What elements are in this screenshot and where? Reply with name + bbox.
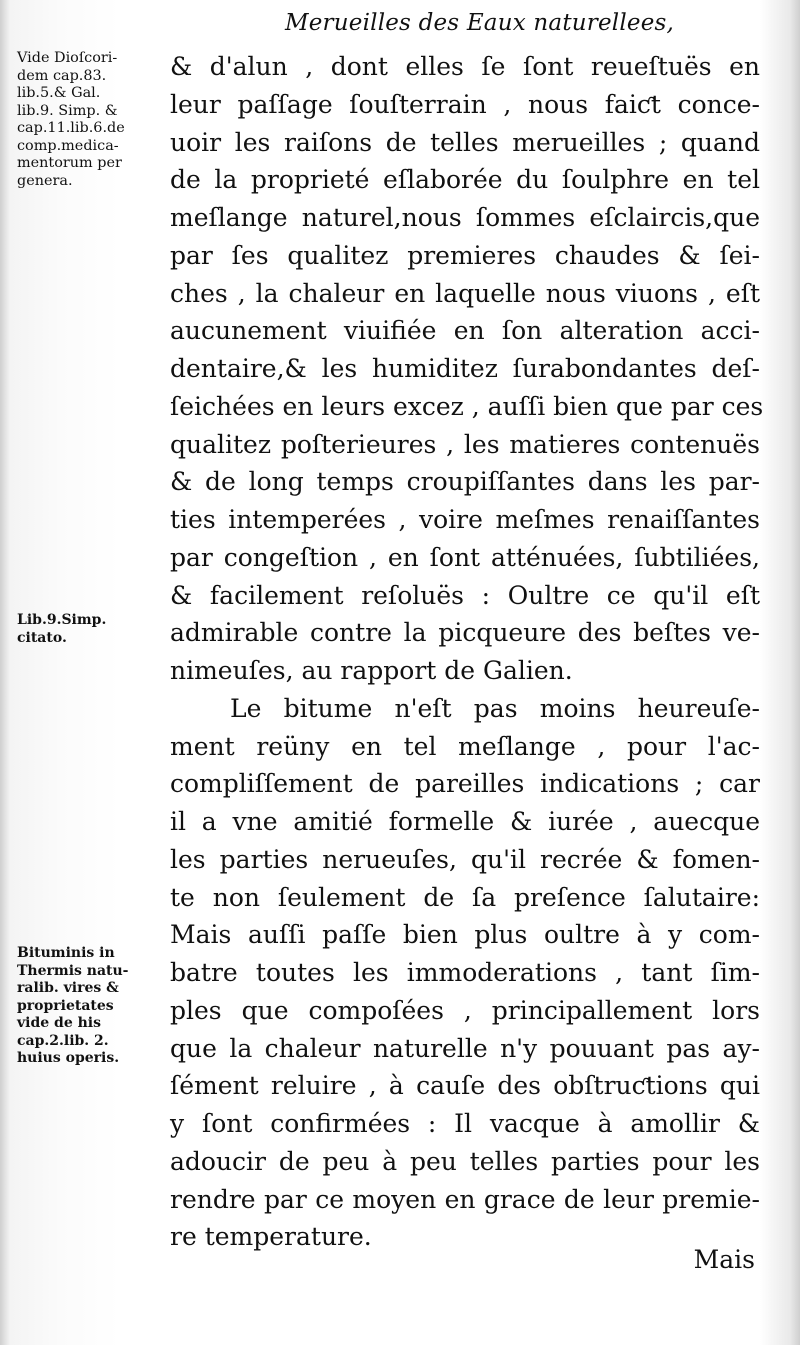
running-head: Merueilles des Eaux naturellees, bbox=[285, 10, 675, 36]
text-line: leur paſſage ſouſterrain , nous faiƈt conce- bbox=[170, 89, 760, 119]
margin-note-line: genera. bbox=[17, 172, 73, 189]
margin-note-line: Lib.9.Simp. bbox=[17, 612, 107, 628]
margin-note-line: proprietates bbox=[17, 997, 114, 1014]
text-line: ſeichées en leurs excez , auſſi bien que par ces bbox=[170, 391, 764, 421]
text-line: nimeuſes, au rapport de Galien. bbox=[170, 656, 573, 685]
text-line: ment reüny en tel meſlange , pour l'ac- bbox=[170, 731, 760, 761]
text-line: ches , la chaleur en laquelle nous viuons , eſt bbox=[170, 278, 760, 308]
margin-note-bitumen bbox=[17, 945, 167, 1068]
margin-note-line: Thermis natu- bbox=[17, 962, 129, 979]
margin-note-line: cap.2.lib. 2. bbox=[17, 1032, 109, 1049]
text-line: aucunement viuifiée en ſon alteration acci- bbox=[170, 316, 760, 346]
margin-note-line: Bituminis in bbox=[17, 945, 115, 961]
paragraph-start-line: Le bitume n'eſt pas moins heureuſe- bbox=[230, 693, 760, 723]
text-line: & d'alun , dont elles ſe ſont reueſtuës en bbox=[170, 52, 760, 81]
text-line: uoir les raiſons de telles merueilles ; quand bbox=[170, 127, 760, 157]
body-text bbox=[170, 48, 764, 1256]
catchword: Mais bbox=[693, 1245, 755, 1274]
text-line: & de long temps croupiſſantes dans les par- bbox=[170, 467, 760, 497]
margin-note-line: lib.5.& Gal. bbox=[17, 85, 101, 101]
text-line: compliſſement de pareilles indications ; car bbox=[170, 769, 760, 799]
margin-note-line: huius operis. bbox=[17, 1050, 120, 1066]
text-line: re temperature. bbox=[170, 1222, 372, 1252]
text-line: te non ſeulement de ſa preſence ſalutaire: bbox=[170, 882, 760, 912]
text-line: rendre par ce moyen en grace de leur premie- bbox=[170, 1184, 760, 1214]
text-line: y ſont confirmées : Il vacque à amollir & bbox=[170, 1109, 760, 1138]
text-line: par congeſtion , en ſont atténuées, ſubtiliées, bbox=[170, 542, 760, 572]
margin-note-line: dem cap.83. bbox=[17, 67, 107, 84]
text-line: qualitez poſterieures , les matieres contenuës bbox=[170, 429, 760, 459]
text-line: adoucir de peu à peu telles parties pour les bbox=[170, 1146, 760, 1176]
margin-note-lib9 bbox=[17, 612, 167, 647]
text-line: il a vne amitié formelle & iurée , auecque bbox=[170, 807, 760, 836]
text-line: Mais auſſi paſſe bien plus oultre à y com- bbox=[170, 920, 760, 950]
margin-note-line: mentorum per bbox=[17, 155, 122, 171]
margin-note-dioscorides bbox=[17, 50, 167, 190]
text-line: que la chaleur naturelle n'y pouuant pas ay- bbox=[170, 1033, 760, 1063]
text-line: & facilement reſoluës : Oultre ce qu'il eſt bbox=[170, 580, 760, 610]
margin-note-line: citato. bbox=[17, 629, 67, 646]
margin-note-line: vide de his bbox=[17, 1015, 101, 1031]
text-line: batre toutes les immoderations , tant ſim- bbox=[170, 958, 760, 987]
text-line: meſlange naturel,nous ſommes eſclaircis,que bbox=[170, 203, 760, 232]
margin-note-line: comp.medica- bbox=[17, 137, 119, 154]
margin-note-line: Vide Dioſcori- bbox=[17, 50, 118, 66]
text-line: les parties nerueuſes, qu'il recrée & fomen- bbox=[170, 844, 760, 874]
text-line: par ſes qualitez premieres chaudes & ſei- bbox=[170, 240, 760, 270]
text-line: admirable contre la picqueure des beſtes ve- bbox=[170, 618, 760, 648]
margin-note-line: lib.9. Simp. & bbox=[17, 102, 118, 119]
text-line: ples que compoſées , principallement lors bbox=[170, 995, 760, 1025]
margin-note-line: cap.11.lib.6.de bbox=[17, 120, 125, 136]
text-line: de la proprieté eſlaborée du ſoulphre en tel bbox=[170, 165, 760, 195]
text-line: dentaire,& les humiditez ſurabondantes deſ- bbox=[170, 354, 760, 383]
text-line: ſément reluire , à cauſe des obſtruƈtions qui bbox=[170, 1071, 760, 1101]
margin-note-line: ralib. vires & bbox=[17, 980, 119, 996]
text-line: ties intemperées , voire meſmes renaiſſantes bbox=[170, 505, 760, 534]
